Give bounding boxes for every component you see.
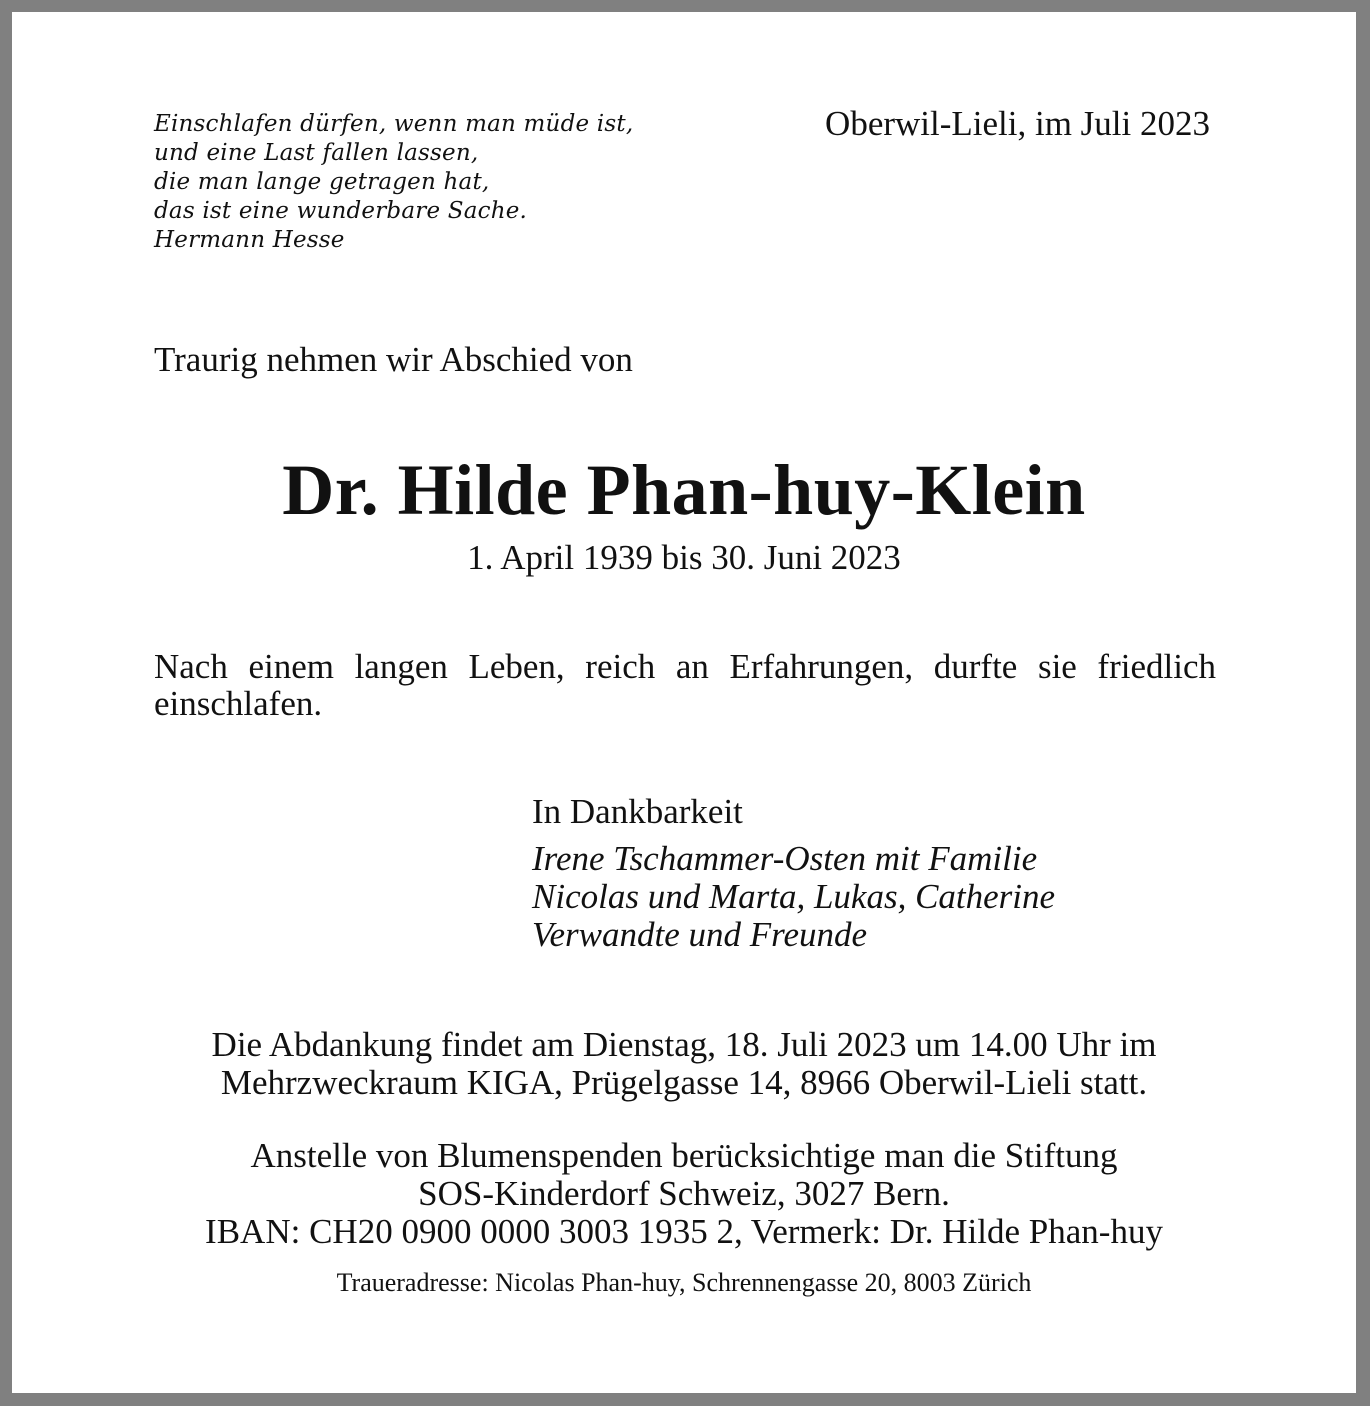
donation-line: SOS-Kinderdorf Schweiz, 3027 Bern. (418, 1174, 950, 1213)
obituary-page (12, 12, 1356, 1393)
thanks-heading: In Dankbarkeit (532, 792, 743, 831)
mourner-line: Verwandte und Freunde (532, 915, 868, 954)
quote-author: Hermann Hesse (154, 227, 345, 253)
quote-line: Einschlafen dürfen, wenn man müde ist, (154, 111, 634, 137)
quote-line: die man lange getragen hat, (154, 169, 490, 195)
donation-line: Anstelle von Blumenspenden berücksichtige man die Stiftung (250, 1136, 1118, 1175)
donation-info (12, 1137, 1356, 1251)
life-dates: 1. April 1939 bis 30. Juni 2023 (467, 538, 901, 577)
hesse-quote (154, 110, 633, 255)
mourning-address: Traueradresse: Nicolas Phan-huy, Schrennengasse 20, 8003 Zürich (336, 1268, 1032, 1297)
ceremony-line: Die Abdankung findet am Dienstag, 18. Juli 2023 um 14.00 Uhr im (211, 1025, 1157, 1064)
quote-line: das ist eine wunderbare Sache. (154, 198, 528, 224)
intro-text: Traurig nehmen wir Abschied von (154, 340, 633, 379)
mourners-list (532, 840, 1055, 954)
place-date: Oberwil-Lieli, im Juli 2023 (825, 104, 1210, 143)
mourner-line: Irene Tschammer-Osten mit Familie (532, 839, 1038, 878)
ceremony-info (12, 1026, 1356, 1102)
quote-line: und eine Last fallen lassen, (154, 140, 479, 166)
body-paragraph: Nach einem langen Leben, reich an Erfahrungen, durfte sie friedlich einschlafen. (154, 647, 1216, 723)
mourner-line: Nicolas und Marta, Lukas, Catherine (532, 877, 1056, 916)
iban-line: IBAN: CH20 0900 0000 3003 1935 2, Vermerk: Dr. Hilde Phan-huy (205, 1212, 1163, 1251)
deceased-name: Dr. Hilde Phan-huy-Klein (282, 450, 1086, 530)
ceremony-line: Mehrzweckraum KIGA, Prügelgasse 14, 8966 Oberwil-Lieli statt. (220, 1063, 1148, 1102)
thanks-block (532, 792, 1055, 954)
